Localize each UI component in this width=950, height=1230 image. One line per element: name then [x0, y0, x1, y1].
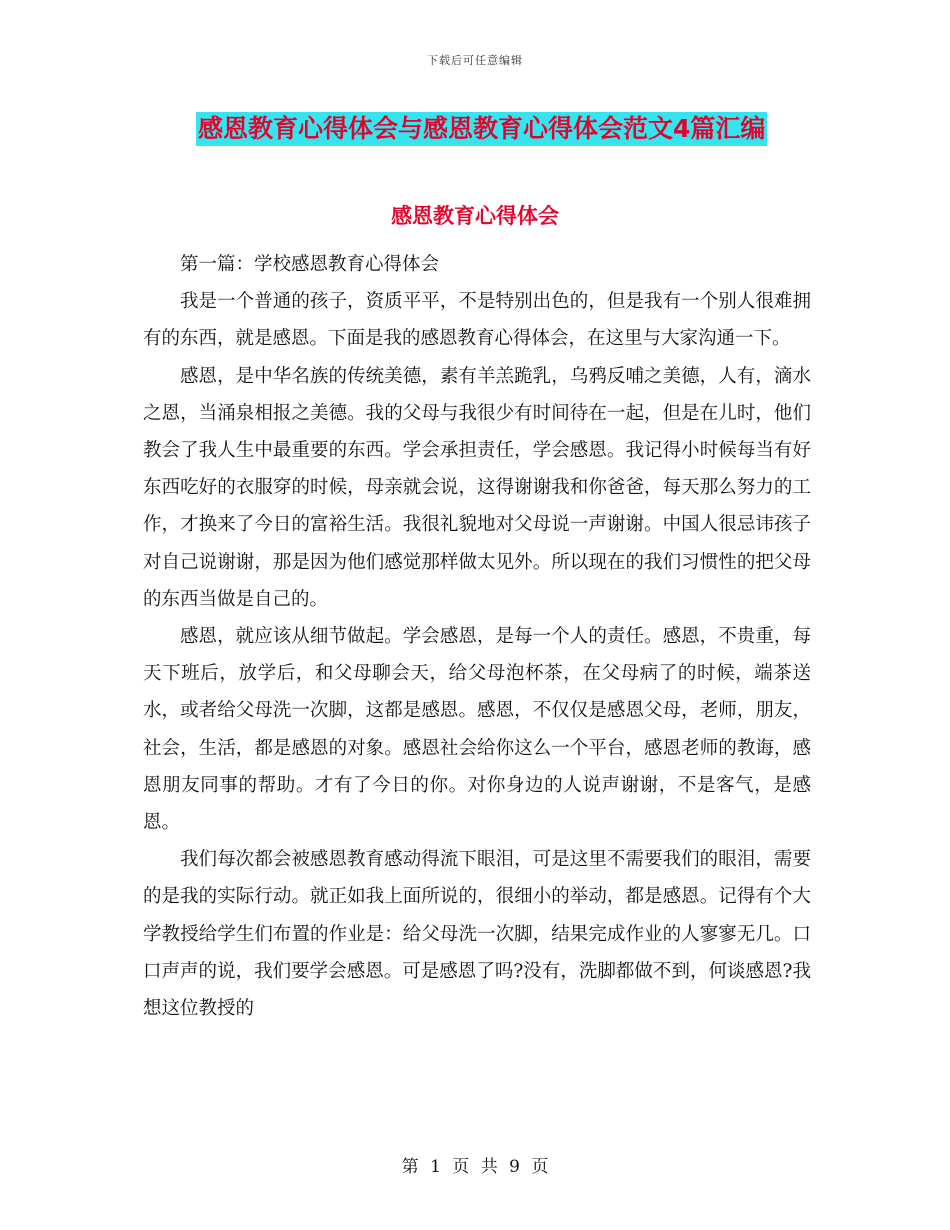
section-title: 感恩教育心得体会	[391, 204, 559, 228]
page-footer-number: 第 1 页 共 9 页	[401, 1157, 549, 1177]
document-main-title: 感恩教育心得体会与感恩教育心得体会范文4篇汇编	[196, 112, 767, 146]
paragraph: 感恩，是中华名族的传统美德，素有羊羔跪乳，乌鸦反哺之美德，人有，滴水之恩，当涌泉相报之美德。我的父母与我很少有时间待在一起，但是在儿时，他们教会了我人生中最重要的东西。学会承担责任，学会感恩。我记得小时候每当有好东西吃好的衣服穿的时候，母亲就会说，这得谢谢我和你爸爸，每天那么努力的工作，才换来了今日的富裕生活。我很礼貌地对父母说一声谢谢。中国人很忌讳孩子对自己说谢谢，那是因为他们感觉那样做太见外。所以现在的我们习惯性的把父母的东西当做是自己的。	[143, 365, 811, 610]
paragraph-heading: 第一篇：学校感恩教育心得体会	[180, 254, 440, 275]
paragraph: 我们每次都会被感恩教育感动得流下眼泪，可是这里不需要我们的眼泪，需要的是我的实际行动。就正如我上面所说的，很细小的举动，都是感恩。记得有个大学教授给学生们布置的作业是：给父母洗一次脚，结果完成作业的人寥寥无几。口口声声的说，我们要学会感恩。可是感恩了吗?没有，洗脚都做不到，何谈感恩?我想这位教授的	[143, 849, 811, 1020]
paragraph: 我是一个普通的孩子，资质平平，不是特别出色的，但是我有一个别人很难拥有的东西，就是感恩。下面是我的感恩教育心得体会，在这里与大家沟通一下。	[143, 291, 811, 350]
page-header-note: 下载后可任意编辑	[427, 54, 523, 67]
paragraph: 感恩，就应该从细节做起。学会感恩，是每一个人的责任。感恩，不贵重，每天下班后，放学后，和父母聊会天，给父母泡杯茶，在父母病了的时候，端茶送水，或者给父母洗一次脚，这都是感恩。感恩，不仅仅是感恩父母，老师，朋友，社会，生活，都是感恩的对象。感恩社会给你这么一个平台，感恩老师的教诲，感恩朋友同事的帮助。才有了今日的你。对你身边的人说声谢谢，不是客气，是感恩。	[143, 626, 811, 834]
document-body	[143, 246, 811, 1027]
